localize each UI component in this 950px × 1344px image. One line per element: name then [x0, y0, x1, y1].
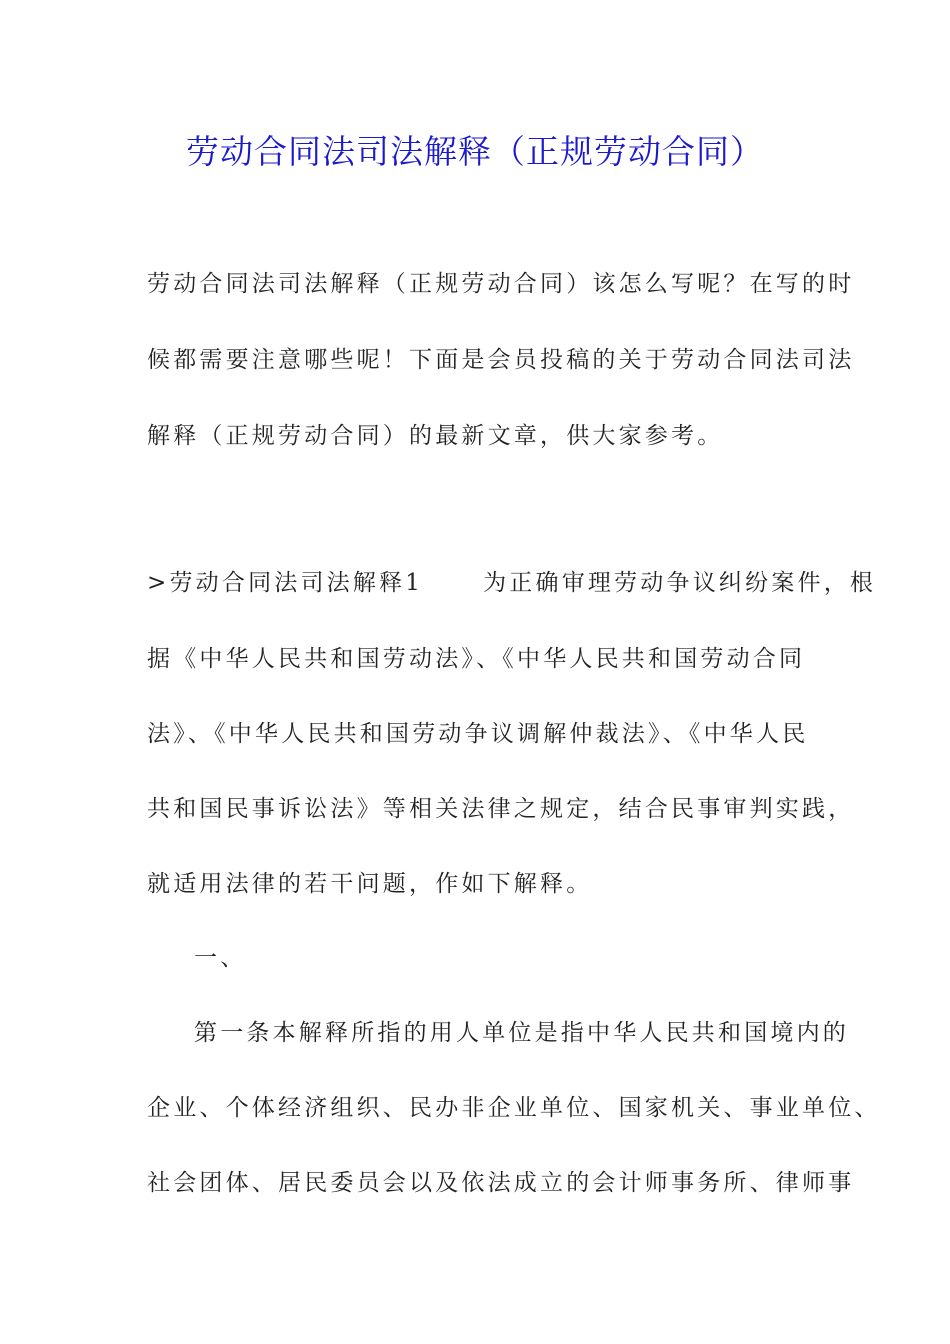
section-1-line-4: 共和国民事诉讼法》等相关法律之规定，结合民事审判实践， — [147, 796, 855, 822]
section-1-line-2: 据《中华人民共和国劳动法》、《中华人民共和国劳动合同 — [147, 646, 806, 672]
document-title: 劳动合同法司法解释（正规劳动合同） — [186, 132, 764, 171]
intro-line-3: 解释（正规劳动合同）的最新文章，供大家参考。 — [147, 423, 724, 449]
section-1-heading: >劳动合同法司法解释1 — [147, 570, 424, 596]
section-1-line-5: 就适用法律的若干问题，作如下解释。 — [147, 871, 593, 897]
article-1-line-1: 第一条本解释所指的用人单位是指中华人民共和国境内的 — [194, 1020, 849, 1046]
section-1-line-3: 法》、《中华人民共和国劳动争议调解仲裁法》、《中华人民 — [147, 721, 809, 747]
section-1-first-text: 为正确审理劳动争议纠纷案件，根 — [483, 570, 877, 596]
intro-line-1: 劳动合同法司法解释（正规劳动合同）该怎么写呢？在写的时 — [147, 271, 855, 297]
article-1-line-2: 企业、个体经济组织、民办非企业单位、国家机关、事业单位、 — [147, 1095, 881, 1121]
article-1-line-3: 社会团体、居民委员会以及依法成立的会计师事务所、律师事 — [147, 1170, 855, 1196]
part-label: 一、 — [194, 945, 247, 971]
section-1-first-line — [147, 567, 876, 599]
intro-line-2: 候都需要注意哪些呢！下面是会员投稿的关于劳动合同法司法 — [147, 347, 855, 373]
